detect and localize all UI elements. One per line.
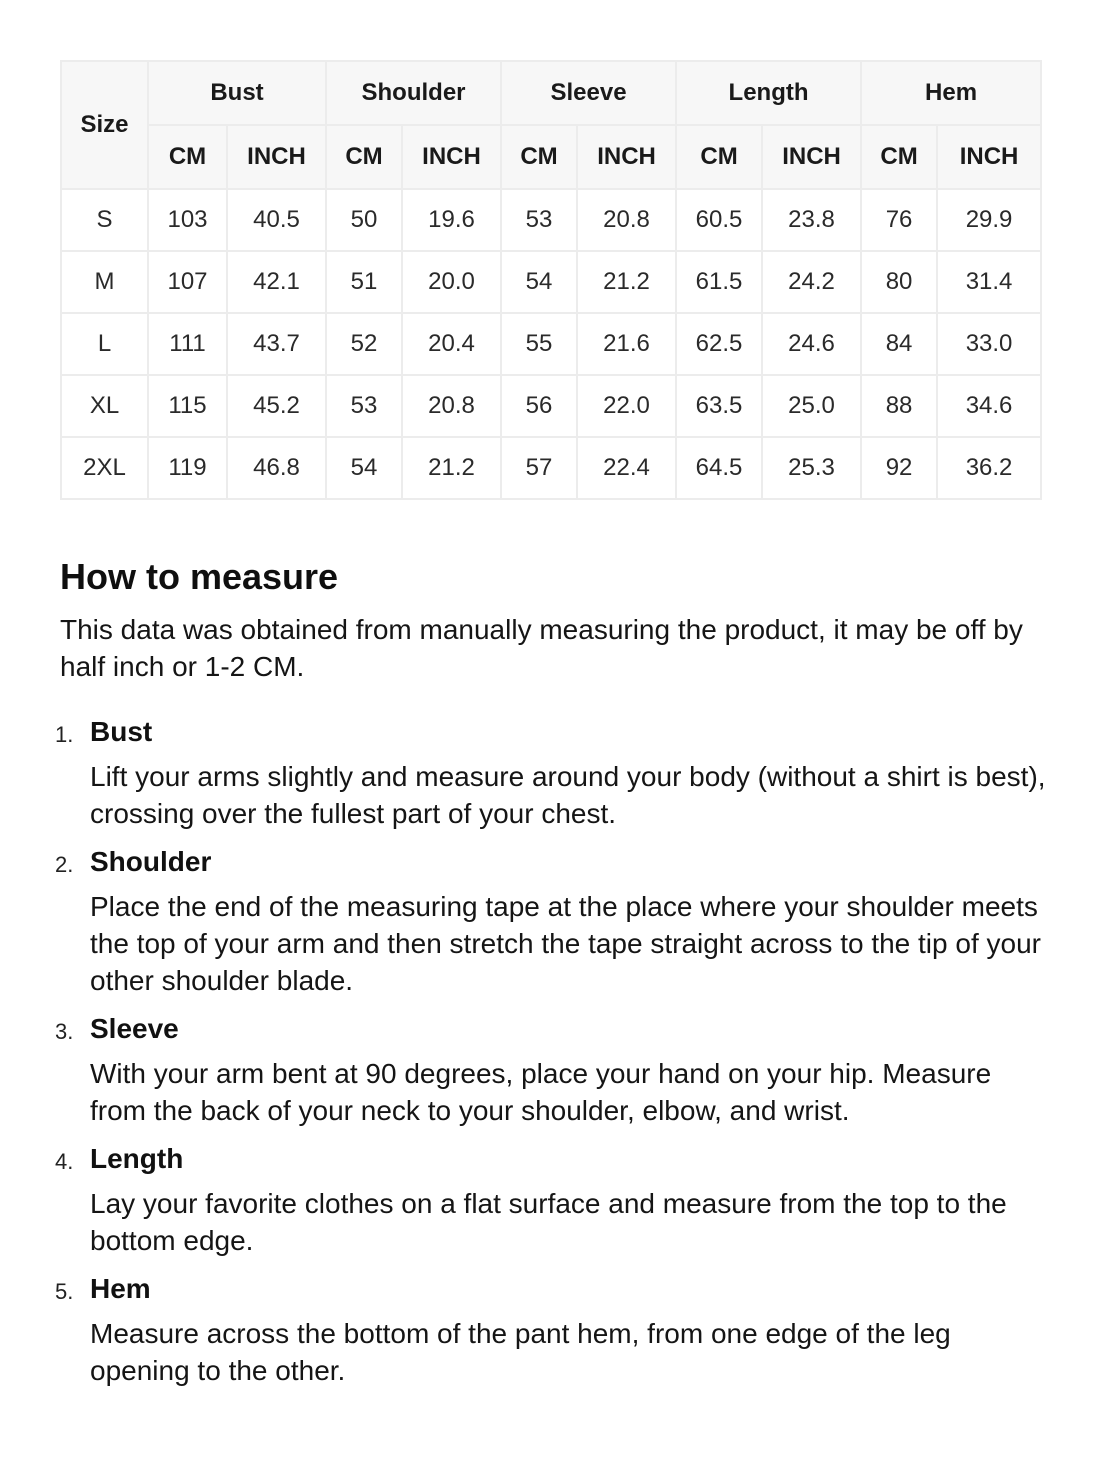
measure-steps-list xyxy=(55,715,1050,1389)
group-header-shoulder: Shoulder xyxy=(326,61,501,125)
value-cell: 29.9 xyxy=(937,189,1041,251)
value-cell: 43.7 xyxy=(227,313,326,375)
step-number: 3. xyxy=(55,1019,74,1044)
value-cell: 21.2 xyxy=(402,437,501,499)
value-cell: 36.2 xyxy=(937,437,1041,499)
size-cell: 2XL xyxy=(61,437,148,499)
unit-header-cm: CM xyxy=(148,125,227,189)
value-cell: 31.4 xyxy=(937,251,1041,313)
value-cell: 111 xyxy=(148,313,227,375)
value-cell: 40.5 xyxy=(227,189,326,251)
value-cell: 76 xyxy=(861,189,937,251)
step-title: Length xyxy=(90,1143,184,1174)
value-cell: 51 xyxy=(326,251,402,313)
step-title: Sleeve xyxy=(90,1013,179,1044)
step-title: Bust xyxy=(90,716,153,747)
value-cell: 54 xyxy=(501,251,577,313)
step-description: Place the end of the measuring tape at the place where your shoulder meets the top of your arm and then stretch the tape straight across to the tip of your other shoulder blade. xyxy=(90,891,1041,996)
step-description: Measure across the bottom of the pant hem, from one edge of the leg opening to the other. xyxy=(90,1318,951,1386)
value-cell: 21.2 xyxy=(577,251,676,313)
table-row xyxy=(61,375,1041,437)
value-cell: 25.3 xyxy=(762,437,861,499)
table-row xyxy=(61,437,1041,499)
group-header-hem: Hem xyxy=(861,61,1041,125)
step-title: Shoulder xyxy=(90,846,212,877)
value-cell: 62.5 xyxy=(676,313,762,375)
step-number: 2. xyxy=(55,852,74,877)
value-cell: 20.0 xyxy=(402,251,501,313)
value-cell: 45.2 xyxy=(227,375,326,437)
value-cell: 20.4 xyxy=(402,313,501,375)
value-cell: 22.4 xyxy=(577,437,676,499)
size-header: Size xyxy=(61,61,148,189)
table-row xyxy=(61,189,1041,251)
step-description: With your arm bent at 90 degrees, place your hand on your hip. Measure from the back of your neck to your shoulder, elbow, and wrist. xyxy=(90,1058,992,1126)
value-cell: 42.1 xyxy=(227,251,326,313)
size-cell: L xyxy=(61,313,148,375)
value-cell: 24.2 xyxy=(762,251,861,313)
value-cell: 53 xyxy=(501,189,577,251)
measure-step-bust xyxy=(55,715,1050,832)
group-header-sleeve: Sleeve xyxy=(501,61,676,125)
value-cell: 63.5 xyxy=(676,375,762,437)
value-cell: 56 xyxy=(501,375,577,437)
group-header-length: Length xyxy=(676,61,861,125)
step-number: 5. xyxy=(55,1279,74,1304)
value-cell: 115 xyxy=(148,375,227,437)
guide-heading: How to measure xyxy=(60,556,339,597)
value-cell: 19.6 xyxy=(402,189,501,251)
size-cell: M xyxy=(61,251,148,313)
value-cell: 46.8 xyxy=(227,437,326,499)
value-cell: 53 xyxy=(326,375,402,437)
value-cell: 80 xyxy=(861,251,937,313)
value-cell: 50 xyxy=(326,189,402,251)
value-cell: 64.5 xyxy=(676,437,762,499)
value-cell: 88 xyxy=(861,375,937,437)
value-cell: 54 xyxy=(326,437,402,499)
unit-header-row xyxy=(61,125,1041,189)
value-cell: 55 xyxy=(501,313,577,375)
value-cell: 107 xyxy=(148,251,227,313)
size-chart-table xyxy=(60,60,1042,500)
step-number: 1. xyxy=(55,722,74,747)
unit-header-cm: CM xyxy=(676,125,762,189)
value-cell: 21.6 xyxy=(577,313,676,375)
value-cell: 61.5 xyxy=(676,251,762,313)
measure-step-length xyxy=(55,1142,1050,1259)
value-cell: 33.0 xyxy=(937,313,1041,375)
value-cell: 34.6 xyxy=(937,375,1041,437)
table-row xyxy=(61,251,1041,313)
value-cell: 25.0 xyxy=(762,375,861,437)
unit-header-cm: CM xyxy=(501,125,577,189)
unit-header-inch: INCH xyxy=(227,125,326,189)
unit-header-inch: INCH xyxy=(937,125,1041,189)
group-header-row xyxy=(61,61,1041,125)
value-cell: 20.8 xyxy=(577,189,676,251)
value-cell: 23.8 xyxy=(762,189,861,251)
measure-guide xyxy=(55,555,1050,1402)
value-cell: 20.8 xyxy=(402,375,501,437)
group-header-bust: Bust xyxy=(148,61,326,125)
table-row xyxy=(61,313,1041,375)
size-cell: S xyxy=(61,189,148,251)
value-cell: 103 xyxy=(148,189,227,251)
step-description: Lay your favorite clothes on a flat surface and measure from the top to the bottom edge. xyxy=(90,1188,1007,1256)
value-cell: 57 xyxy=(501,437,577,499)
size-cell: XL xyxy=(61,375,148,437)
measure-step-hem xyxy=(55,1272,1050,1389)
step-description: Lift your arms slightly and measure around your body (without a shirt is best), crossing over the fullest part of your chest. xyxy=(90,761,1046,829)
step-number: 4. xyxy=(55,1149,74,1174)
measure-step-sleeve xyxy=(55,1012,1050,1129)
value-cell: 22.0 xyxy=(577,375,676,437)
value-cell: 92 xyxy=(861,437,937,499)
value-cell: 52 xyxy=(326,313,402,375)
value-cell: 24.6 xyxy=(762,313,861,375)
unit-header-cm: CM xyxy=(861,125,937,189)
unit-header-cm: CM xyxy=(326,125,402,189)
value-cell: 119 xyxy=(148,437,227,499)
unit-header-inch: INCH xyxy=(762,125,861,189)
guide-intro: This data was obtained from manually measuring the product, it may be off by half inch or 1-2 CM. xyxy=(60,614,1023,682)
step-title: Hem xyxy=(90,1273,151,1304)
measure-step-shoulder xyxy=(55,845,1050,999)
unit-header-inch: INCH xyxy=(402,125,501,189)
value-cell: 84 xyxy=(861,313,937,375)
unit-header-inch: INCH xyxy=(577,125,676,189)
value-cell: 60.5 xyxy=(676,189,762,251)
